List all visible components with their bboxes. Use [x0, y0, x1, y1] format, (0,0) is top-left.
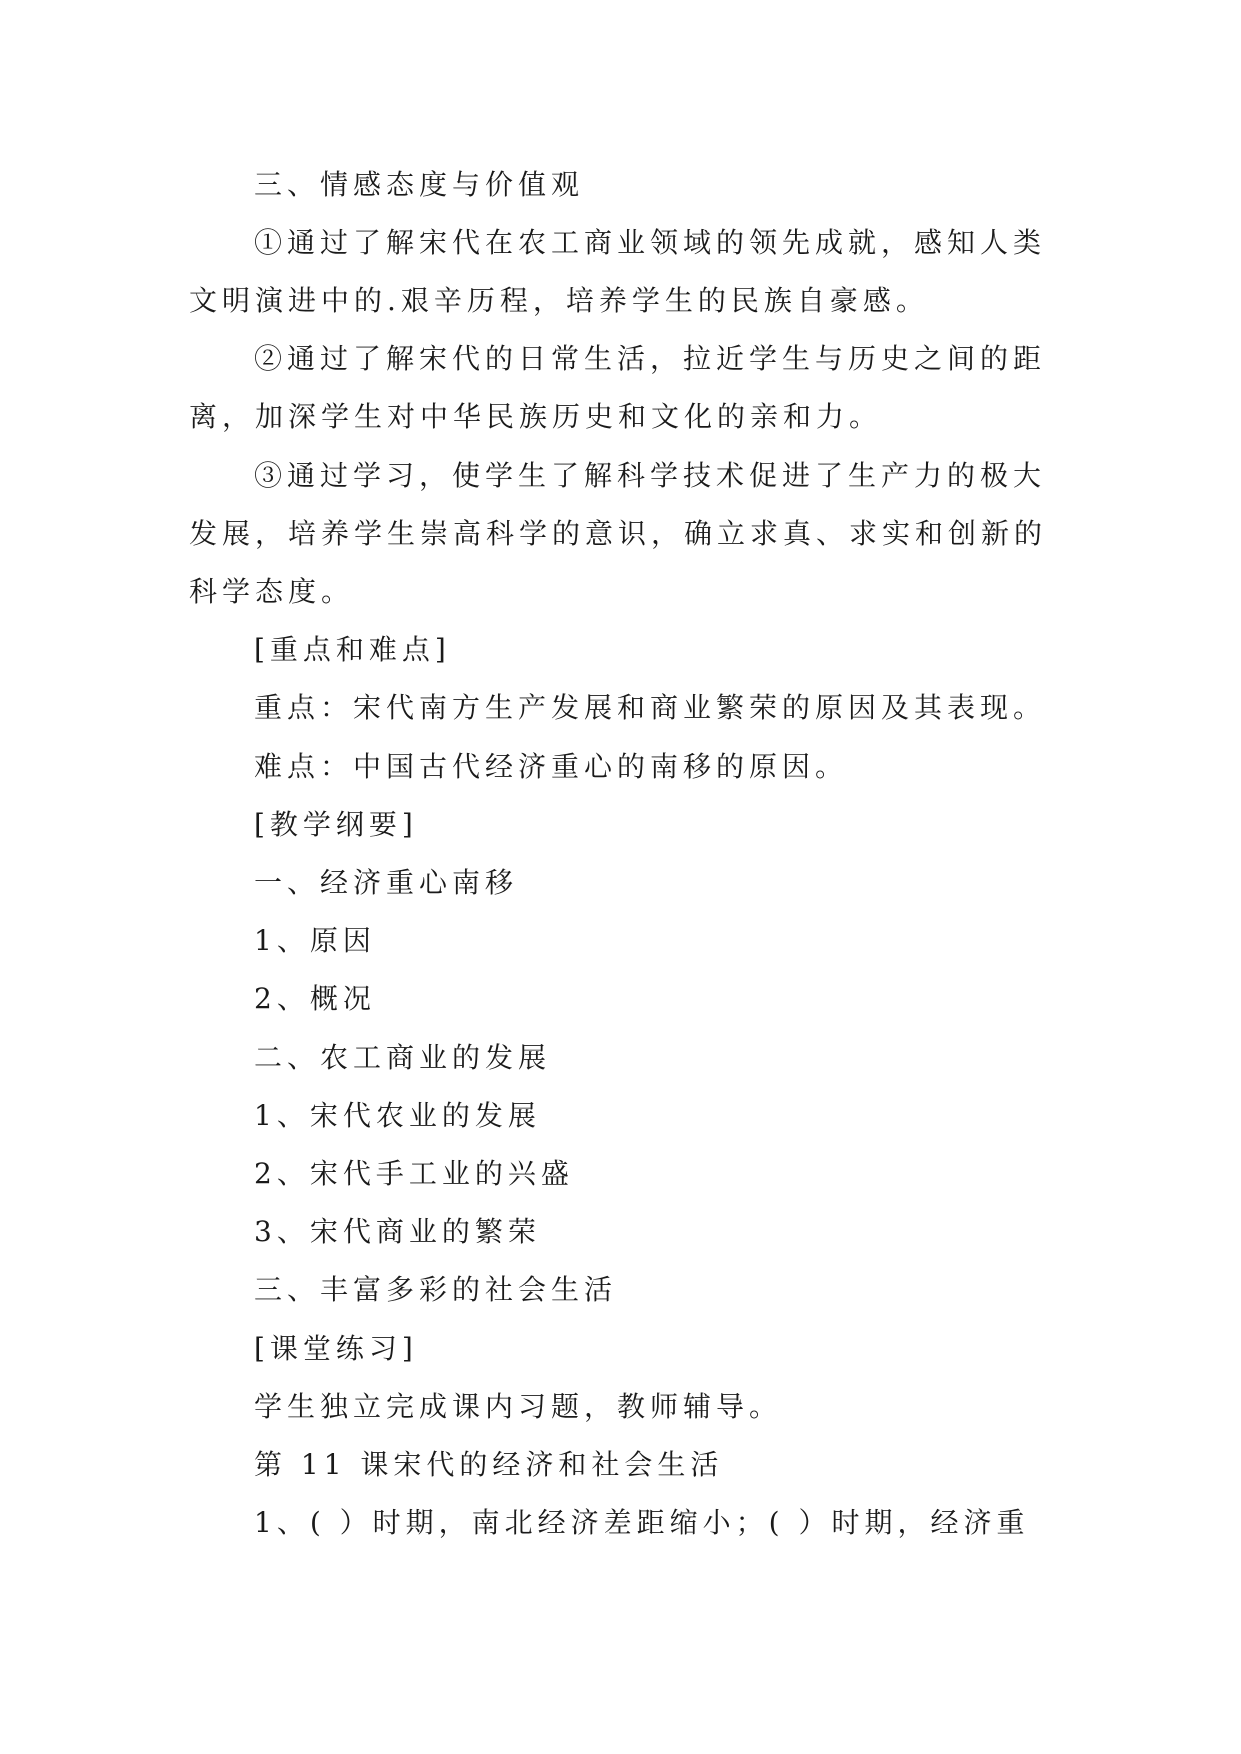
section-heading-key-points: [重点和难点]: [254, 633, 451, 666]
paragraph-line: 学生独立完成课内习题，教师辅导。: [254, 1390, 783, 1423]
paragraph-line: 离，加深学生对中华民族历史和文化的亲和力。: [189, 400, 883, 433]
outline-item: 3、宋代商业的繁荣: [254, 1215, 541, 1248]
outline-item: 1、宋代农业的发展: [254, 1099, 541, 1132]
paragraph-line: ②通过了解宋代的日常生活，拉近学生与历史之间的距: [254, 342, 1047, 375]
paragraph-line: ①通过了解宋代在农工商业领域的领先成就，感知人类: [254, 226, 1047, 259]
section-heading-values: 三、情感态度与价值观: [254, 168, 585, 201]
outline-item: 二、农工商业的发展: [254, 1041, 552, 1074]
paragraph-line: 科学态度。: [189, 575, 355, 608]
paragraph-line: 发展，培养学生崇高科学的意识，确立求真、求实和创新的: [189, 517, 1048, 550]
outline-item: 一、经济重心南移: [254, 866, 519, 899]
outline-item: 1、原因: [254, 924, 376, 957]
outline-item: 三、丰富多彩的社会生活: [254, 1273, 618, 1306]
lesson-title: 第 11 课宋代的经济和社会生活: [254, 1448, 724, 1481]
paragraph-line: ③通过学习，使学生了解科学技术促进了生产力的极大: [254, 459, 1047, 492]
section-heading-exercise: [课堂练习]: [254, 1332, 418, 1365]
section-heading-outline: [教学纲要]: [254, 808, 418, 841]
paragraph-line: 文明演进中的.艰辛历程，培养学生的民族自豪感。: [189, 284, 929, 317]
outline-item: 2、概况: [254, 982, 376, 1015]
outline-item: 2、宋代手工业的兴盛: [254, 1157, 574, 1190]
paragraph-line: 重点：宋代南方生产发展和商业繁荣的原因及其表现。: [254, 691, 1047, 724]
paragraph-line: 难点：中国古代经济重心的南移的原因。: [254, 750, 849, 783]
exercise-question: 1、( ）时期，南北经济差距缩小；( ）时期，经济重: [254, 1506, 1030, 1539]
